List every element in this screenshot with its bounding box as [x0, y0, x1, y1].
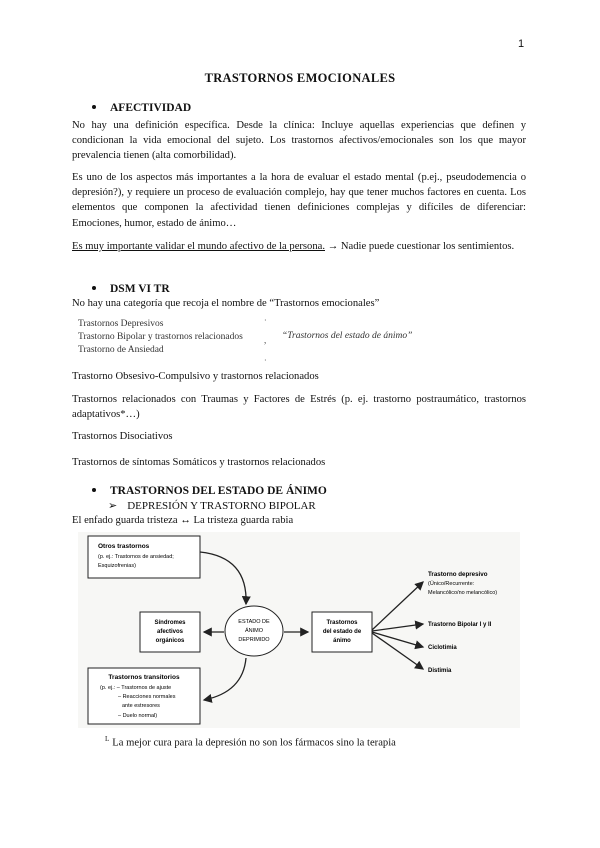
- ellipse-line: DEPRIMIDO: [238, 637, 270, 643]
- page-title: TRASTORNOS EMOCIONALES: [204, 71, 396, 85]
- afectividad-paragraph-2: Es uno de los aspectos más importantes a la hora de evaluar el estado mental (p.ej., pseudodemencia o depresión?), y requiere un proceso de evaluación complejo, hay que tener muchos factores en cuenta. Los elementos que componen la afectividad tienen definiciones complejas y difíciles de diferenciar: Emociones, humor, estado de ánimo…: [72, 172, 526, 229]
- box-sindromes-line: Síndromes: [154, 620, 186, 626]
- page-number: 1: [518, 38, 525, 50]
- arrowhead-icon: ➢: [108, 500, 118, 512]
- box-transitorios-title: Trastornos transitorios: [108, 674, 180, 681]
- label-depresivo-line: Melancólico/no melancólico): [428, 590, 498, 596]
- underlined-statement: Es muy importante validar el mundo afectivo de la persona.: [72, 241, 325, 252]
- box-transitorios-line: – Reacciones normales: [118, 694, 176, 700]
- label-distimia: Distimia: [428, 668, 452, 674]
- section-heading-animo: TRASTORNOS DEL ESTADO DE ÁNIMO: [92, 485, 327, 497]
- box-sindromes-line: afectivos: [156, 629, 184, 635]
- dsm-item: Trastornos de síntomas Somáticos y trastornos relacionados: [72, 457, 326, 468]
- scan-item: Trastorno de Ansiedad: [78, 345, 164, 355]
- corner-arrow-icon: L: [105, 735, 110, 743]
- dsm-item: Trastorno Obsesivo-Compulsivo y trastornos relacionados: [72, 371, 319, 382]
- section-heading-dsm: DSM VI TR: [92, 283, 170, 295]
- afectividad-paragraph-3: Es muy importante validar el mundo afectivo de la persona. → Nadie puede cuestionar los sentimientos.: [72, 241, 515, 252]
- dot-mark: ·: [264, 356, 267, 365]
- box-otros-line: (p. ej.: Trastornos de ansiedad;: [98, 554, 174, 560]
- dsm-item: Trastornos relacionados con Traumas y Factores de Estrés (p. ej. trastorno postraumático, trastornos adaptativos*…): [72, 394, 526, 421]
- box-otros-line: Esquizofrenias): [98, 563, 136, 569]
- label-depresivo: Trastorno depresivo: [428, 571, 488, 578]
- box-otros-title: Otros trastornos: [98, 543, 150, 550]
- bullet-icon: [92, 488, 96, 492]
- bullet-icon: [92, 105, 96, 109]
- animo-line: El enfado guarda tristeza ↔ La tristeza guarda rabia: [72, 515, 294, 526]
- label-depresivo-line: (Único/Recurrente:: [428, 581, 475, 587]
- box-animo-line: ánimo: [333, 638, 351, 644]
- label-bipolar: Trastorno Bipolar I y II: [428, 622, 492, 628]
- box-transitorios-line: (p. ej.: – Trastornos de ajuste: [100, 685, 172, 691]
- box-transitorios-line: – Duelo normal): [118, 713, 158, 719]
- ellipse-line: ÁNIMO: [244, 628, 264, 634]
- dsm-scan-list: [78, 318, 243, 357]
- dot-mark: ·: [264, 316, 267, 325]
- mood-disorders-diagram: [78, 532, 520, 728]
- box-sindromes-line: orgánicos: [155, 638, 185, 644]
- box-animo-line: del estado de: [322, 629, 362, 635]
- ellipse-line: ESTADO DE: [238, 619, 270, 625]
- comma-mark: ,: [264, 335, 267, 345]
- scan-item: Trastorno Bipolar y trastornos relacionados: [78, 332, 243, 342]
- scan-item: Trastornos Depresivos: [78, 319, 164, 329]
- dsm-intro: No hay una categoría que recoja el nombre de “Trastornos emocionales”: [72, 298, 380, 309]
- bullet-icon: [92, 286, 96, 290]
- dsm-item: Trastornos Disociativos: [72, 431, 173, 442]
- section-heading-afectividad: AFECTIVIDAD: [92, 102, 191, 114]
- box-transitorios-line: ante estresores: [122, 703, 160, 709]
- afectividad-paragraph-1: No hay una definición específica. Desde la clínica: Incluye aquellas experiencias que definen y condicionan la vida emocional del sujeto. Los trastornos afectivos/emocionales son los que mayor prevalencia tienen (alta comorbilidad).: [72, 120, 526, 162]
- footnote: $^L$ La mejor cura para la depresión no son los fármacos sino la terapia: [105, 735, 396, 749]
- subheading: ➢ DEPRESIÓN Y TRASTORNO BIPOLAR: [108, 500, 316, 512]
- label-ciclotimia: Ciclotimia: [428, 645, 457, 651]
- scan-group-label: “Trastornos del estado de ánimo”: [282, 331, 413, 341]
- box-animo-line: Trastornos: [326, 620, 358, 626]
